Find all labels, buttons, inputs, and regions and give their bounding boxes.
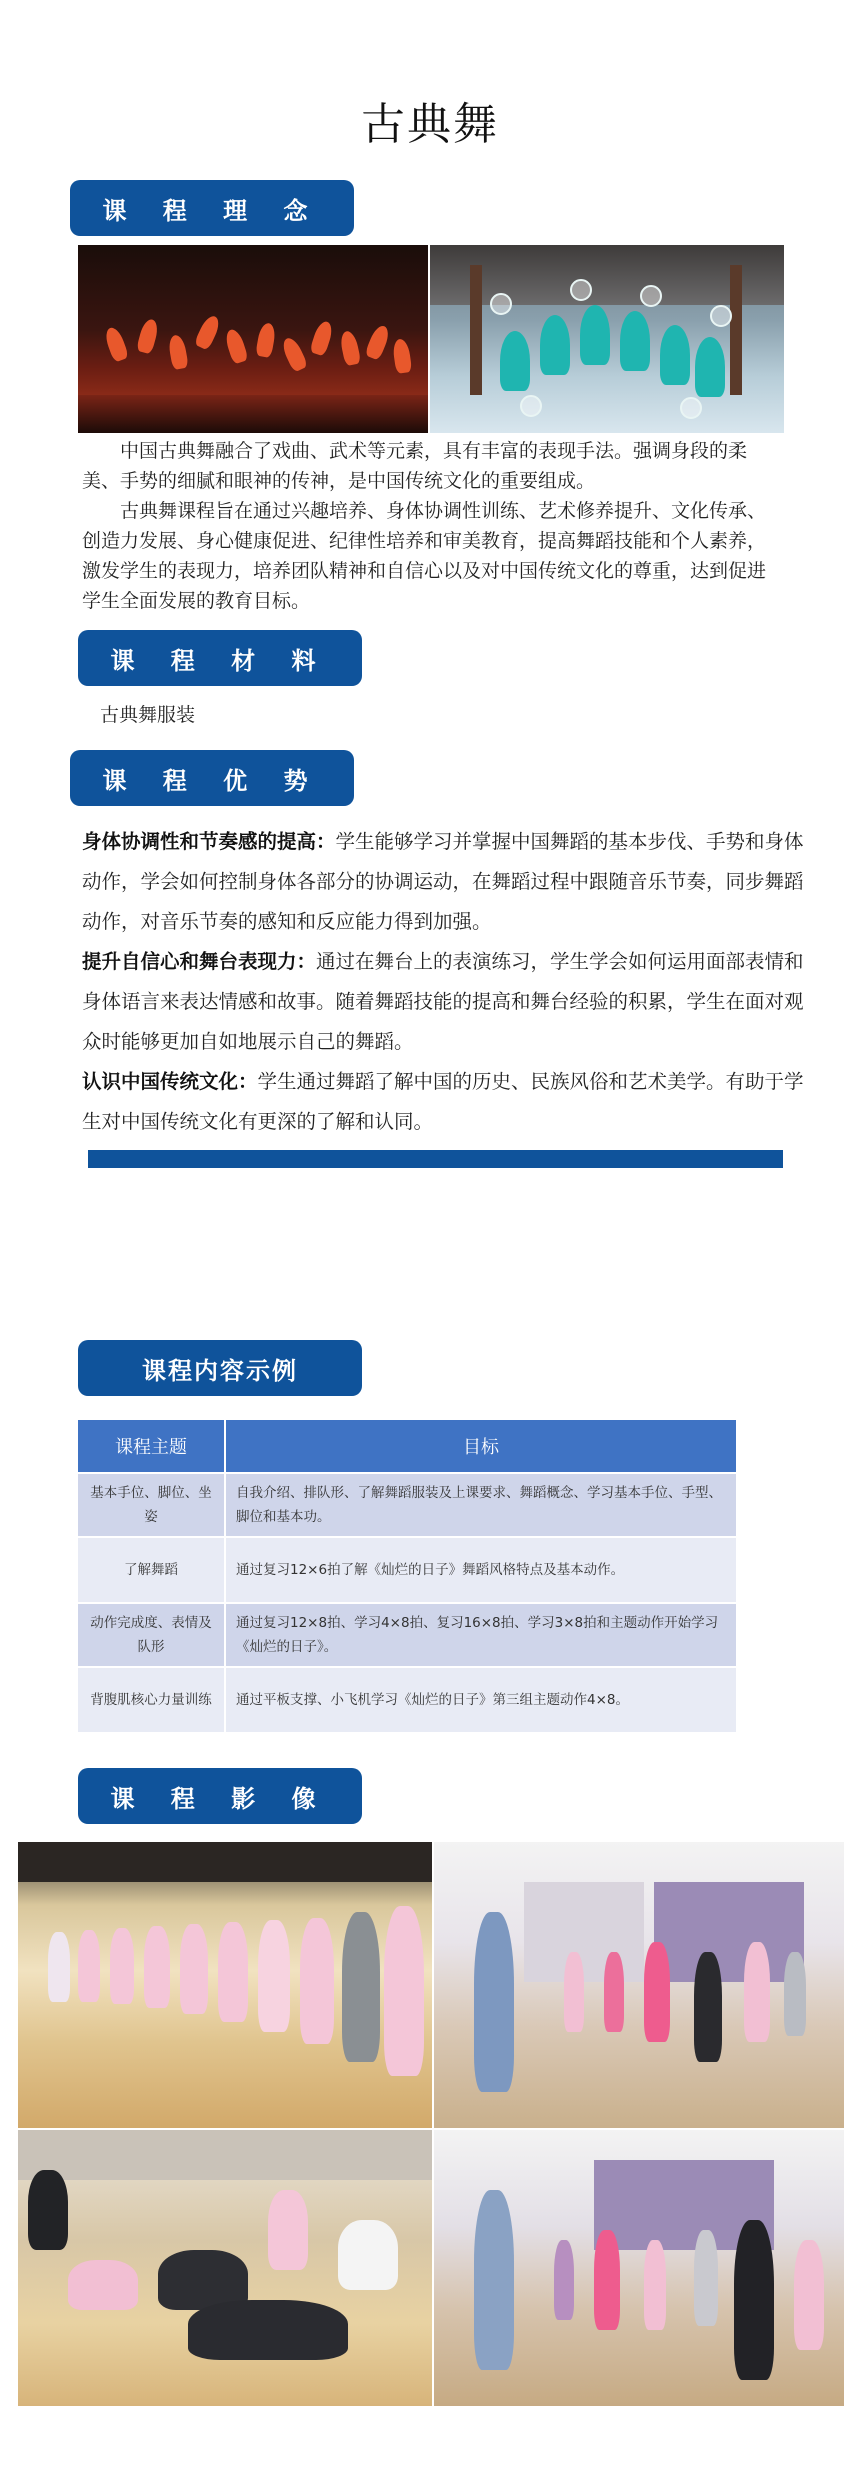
- advantage-heading: 身体协调性和节奏感的提高：: [82, 830, 336, 853]
- table-cell-goal: 自我介绍、排队形、了解舞蹈服装及上课要求、舞蹈概念、学习基本手位、手型、脚位和基本功。: [225, 1473, 737, 1537]
- stage-performance-photo-teal: [430, 245, 784, 433]
- table-cell-goal: 通过平板支撑、小飞机学习《灿烂的日子》第三组主题动作4×8。: [225, 1667, 737, 1733]
- class-photo-4: [434, 2130, 844, 2406]
- class-photo-3: [18, 2130, 432, 2406]
- advantage-text: 通过在舞台上的表演练习，学生学会如何运用面部表情和身体语言来表达情感和故事。随着舞蹈技能的提高和舞台经验的积累，学生在面对观众时能够更加自如地展示自己的舞蹈。: [82, 950, 804, 1053]
- class-photo-2: [434, 1842, 844, 2128]
- advantage-item: [82, 942, 822, 1062]
- table-cell-goal: 通过复习12×8拍、学习4×8拍、复习16×8拍、学习3×8拍和主题动作开始学习《灿烂的日子》。: [225, 1603, 737, 1667]
- advantage-text: 学生通过舞蹈了解中国的历史、民族风俗和艺术美学。有助于学生对中国传统文化有更深的了解和认同。: [82, 1070, 804, 1133]
- concept-paragraph: 古典舞课程旨在通过兴趣培养、身体协调性训练、艺术修养提升、文化传承、创造力发展、身心健康促进、纪律性培养和审美教育，提高舞蹈技能和个人素养，激发学生的表现力，培养团队精神和自信心以及对中国传统文化的尊重，达到促进学生全面发展的教育目标。: [82, 500, 767, 612]
- table-cell-goal: 通过复习12×6拍了解《灿烂的日子》舞蹈风格特点及基本动作。: [225, 1537, 737, 1603]
- course-content-table: [76, 1418, 738, 1734]
- section-content-heading: 课程内容示例: [78, 1340, 362, 1396]
- concept-text: [82, 436, 782, 616]
- stage-performance-photo-red: [78, 245, 428, 433]
- class-photo-gallery: [18, 1842, 844, 2406]
- advantages-list: [82, 822, 822, 1142]
- table-header-goal: 目标: [225, 1419, 737, 1473]
- section-advantages-heading: 课 程 优 势: [70, 750, 354, 806]
- advantage-heading: 提升自信心和舞台表现力：: [82, 950, 317, 973]
- table-row: [77, 1473, 737, 1537]
- table-cell-topic: 背腹肌核心力量训练: [77, 1667, 225, 1733]
- table-row: [77, 1537, 737, 1603]
- section-materials-heading: 课 程 材 料: [78, 630, 362, 686]
- materials-text: 古典舞服装: [100, 704, 196, 726]
- table-row: [77, 1667, 737, 1733]
- section-gallery-heading: 课 程 影 像: [78, 1768, 362, 1824]
- table-header-row: [77, 1419, 737, 1473]
- table-cell-topic: 了解舞蹈: [77, 1537, 225, 1603]
- concept-paragraph: 中国古典舞融合了戏曲、武术等元素，具有丰富的表现手法。强调身段的柔美、手势的细腻和眼神的传神，是中国传统文化的重要组成。: [82, 440, 748, 492]
- class-photo-1: [18, 1842, 432, 2128]
- advantage-heading: 认识中国传统文化：: [82, 1070, 258, 1093]
- table-row: [77, 1603, 737, 1667]
- table-header-topic: 课程主题: [77, 1419, 225, 1473]
- table-cell-topic: 动作完成度、表情及队形: [77, 1603, 225, 1667]
- page-title: 古典舞: [361, 99, 499, 150]
- advantage-item: [82, 1062, 822, 1142]
- section-concept-heading: 课 程 理 念: [70, 180, 354, 236]
- table-cell-topic: 基本手位、脚位、坐姿: [77, 1473, 225, 1537]
- advantage-text: 学生能够学习并掌握中国舞蹈的基本步伐、手势和身体动作，学会如何控制身体各部分的协调运动，在舞蹈过程中跟随音乐节奏，同步舞蹈动作，对音乐节奏的感知和反应能力得到加强。: [82, 830, 804, 933]
- advantage-item: [82, 822, 822, 942]
- divider-bar: [88, 1150, 783, 1168]
